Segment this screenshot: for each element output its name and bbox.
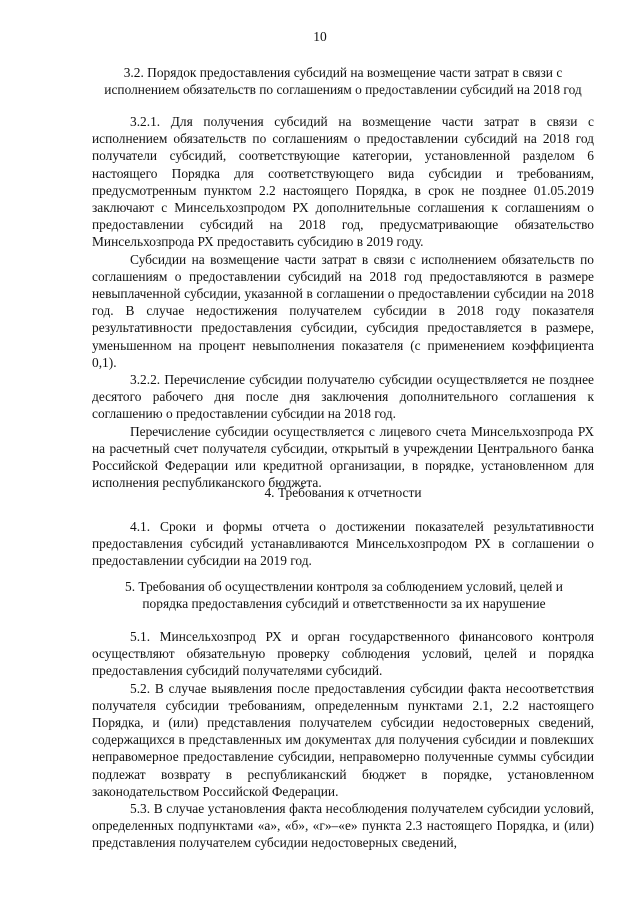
paragraph-3-2-2: 3.2.2. Перечисление субсидии получателю субсидии осуществляется не позднее десятого рабочего дня после дня заключения дополнительного соглашения к соглашению о предоставлении субсидии на 2018 год. [92, 372, 594, 422]
section-5-body [92, 628, 594, 852]
paragraph-3-2-1: 3.2.1. Для получения субсидий на возмещение части затрат в связи с исполнением обязательств по соглашениям о предоставлении субсидий на 2018 год получатели субсидий, соответствующие категории, установленной разделом 6 настоящего Порядка для соответствующего вида субсидии и требованиям, предусмотренным пунктом 2.2 настоящего Порядка, в срок не позднее 01.05.2019 заключают с Минсельхозпродом РХ дополнительные соглашения к соглашениям о предоставлении субсидий на 2018 год, предусматривающие обязательство Минсельхозпрода РХ предоставить субсидию в 2019 году. [92, 114, 594, 250]
section-3-2-body [92, 113, 594, 491]
paragraph-subsidy-amount: Субсидии на возмещение части затрат в связи с исполнением обязательств по соглашениям о предоставлении субсидий на 2018 год предоставляются в размере невыплаченной субсидии, указанной в соглашении о предоставлении субсидии на 2018 год. В случае недостижения получателем субсидии в 2018 году показателя результативности предоставления субсидии, субсидия предоставляется в размере, уменьшенном на процент невыполнения показателя (с применением коэффициента 0,1). [92, 251, 594, 370]
paragraph-5-1: 5.1. Минсельхозпрод РХ и орган государственного финансового контроля осуществляют обязательную проверку соблюдения условий, целей и порядка предоставления субсидий получателями субсидий. [92, 629, 594, 679]
paragraph-5-3: 5.3. В случае установления факта несоблюдения получателем субсидии условий, определенных подпунктами «а», «б», «г»–«е» пункта 2.3 настоящего Порядка, и (или) представления получателем субсидии недостоверных сведений, [92, 801, 594, 851]
section-5-heading: 5. Требования об осуществлении контроля за соблюдением условий, целей и порядка предоставления субсидий и ответственности за их нарушение [125, 579, 563, 612]
section-4-body [92, 518, 594, 570]
paragraph-5-2: 5.2. В случае выявления после предоставления субсидии факта несоответствия получателя субсидии требованиям, определенным пунктами 2.1, 2.2 настоящего Порядка, и (или) представления получателем субсидии недостоверных сведений, содержащихся в представленных им документах для получения субсидии и повлекших неправомерное предоставление субсидии, неправомерно полученные суммы субсидии подлежат возврату в республиканский бюджет в порядке, установленном законодательством Российской Федерации. [92, 680, 594, 799]
paragraph-4-1: 4.1. Сроки и формы отчета о достижении показателей результативности предоставления субсидий устанавливаются Минсельхозпродом РХ в соглашении о предоставлении субсидии на 2019 год. [92, 519, 594, 569]
page-number: 10 [313, 29, 327, 44]
section-3-2-heading: 3.2. Порядок предоставления субсидий на возмещение части затрат в связи с исполнением обязательств по соглашениям о предоставлении субсидий на 2018 год [104, 65, 582, 98]
section-4-heading: 4. Требования к отчетности [264, 485, 422, 500]
paragraph-transfer: Перечисление субсидии осуществляется с лицевого счета Минсельхозпрода РХ на расчетный счет получателя субсидии, открытый в учреждении Центрального банка Российской Федерации или кредитной организации, в порядке, установленном для исполнения республиканского бюджета. [92, 423, 594, 491]
